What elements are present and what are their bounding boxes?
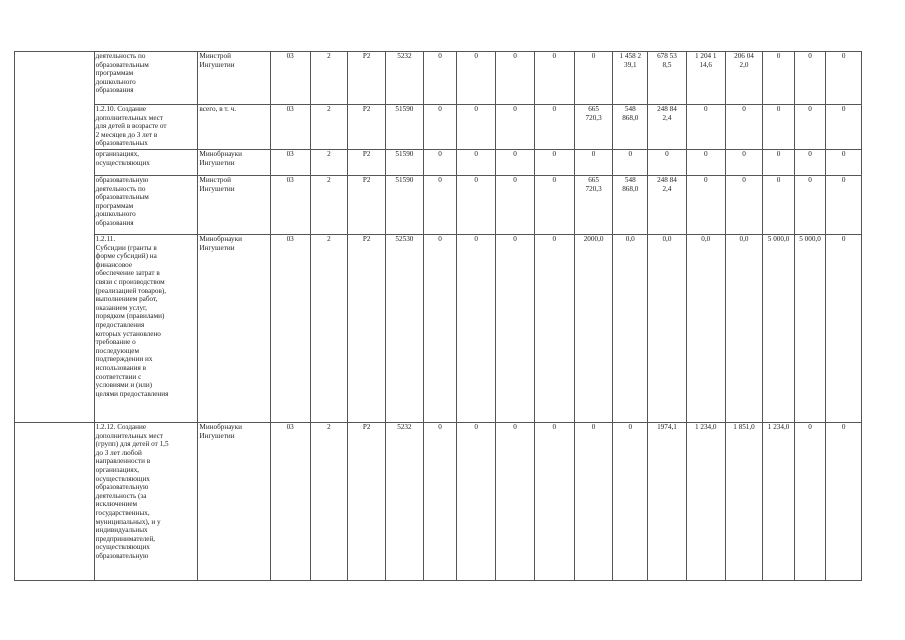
table-cell: 0 [686,176,725,235]
table-cell: 548 868,0 [613,105,648,150]
table-cell: 0 [457,176,496,235]
table-cell-blank [15,52,95,423]
table-cell: 665 720,3 [574,105,613,150]
table-cell: Р2 [348,235,386,423]
table-cell: 0 [457,150,496,176]
table-cell: 03 [270,52,310,105]
table-cell: 0 [534,423,574,581]
table-cell: 51590 [386,150,424,176]
table-cell: 0 [574,150,613,176]
table-cell: 0 [826,176,862,235]
table-cell: 678 53 8,5 [648,52,687,105]
table-cell: 5 000,0 [763,235,794,423]
measure-description: деятельность по образовательным программам дошкольного образования [94,52,198,105]
table-cell: Р2 [348,176,386,235]
table-cell-blank [15,423,95,581]
table-cell: 0 [794,176,825,235]
table-cell: 665 720,3 [574,176,613,235]
table-cell: 03 [270,150,310,176]
table-cell: 0 [794,52,825,105]
table-cell: 0 [826,105,862,150]
table-cell: 0 [457,105,496,150]
measure-description: 1.2.10. Создание дополнительных мест для детей в возрасте от 2 месяцев до 3 лет в образовательных [94,105,198,150]
table-cell: 51590 [386,105,424,150]
table-row [15,150,862,176]
table-cell: 0 [725,176,763,235]
table-cell: 0,0 [686,235,725,423]
responsible-executor: всего, в т. ч. [198,105,270,150]
table-cell: 0 [574,52,613,105]
table-row [15,52,862,105]
responsible-executor: Минстрой Ингушетии [198,52,270,105]
table-cell: 2 [310,235,348,423]
measure-description: 1.2.11. Субсидии (гранты в форме субсидий) на финансовое обеспечение затрат в связи с производством (реализацией товаров), выполнением работ, оказанием услуг, порядком (правилами) предоставления которых установлено требование о последующем подтверждении их использования в соответствии с условиями и (или) целями предоставления [94,235,198,423]
table-cell: 0 [423,150,457,176]
table-cell: 03 [270,423,310,581]
measure-description: 1.2.12. Создание дополнительных мест (групп) для детей от 1,5 до 3 лет любой направленности в организациях, осуществляющих образовательную деятельность (за исключением государственных, муниципальных), и у индивидуальных предпринимателей, осуществляющих образовательную [94,423,198,581]
table-cell: 0 [794,150,825,176]
table-cell: 0 [534,52,574,105]
table-cell: 0 [534,105,574,150]
table-cell: 2000,0 [574,235,613,423]
table-cell: 2 [310,52,348,105]
table-cell: 0 [496,150,535,176]
table-cell: 2 [310,176,348,235]
table-cell: 0 [763,105,794,150]
table-cell: 0 [496,52,535,105]
table-cell: Р2 [348,423,386,581]
table-cell: 51590 [386,176,424,235]
table-cell: 1974,1 [648,423,687,581]
table-cell: 0 [423,52,457,105]
measure-description: образовательную деятельность по образовательным программам дошкольного образования [94,176,198,235]
table-cell: 2 [310,150,348,176]
table-cell: 0 [496,105,535,150]
table-cell: 0 [763,150,794,176]
table-row [15,105,862,150]
table-cell: 03 [270,235,310,423]
table-cell: 0 [613,423,648,581]
table-cell: 0 [496,423,535,581]
table-cell: 5 000,0 [794,235,825,423]
table-cell: 2 [310,423,348,581]
table-cell: 0 [534,235,574,423]
table-cell: 0,0 [613,235,648,423]
table-cell: 248 84 2,4 [648,105,687,150]
table-cell: 0 [648,150,687,176]
responsible-executor: Минобрнауки Ингушетии [198,423,270,581]
table-cell: 2 [310,105,348,150]
table-cell: 0 [826,52,862,105]
responsible-executor: Минобрнауки Ингушетии [198,150,270,176]
table-cell: 0 [423,235,457,423]
table-cell: 0 [457,423,496,581]
table-cell: 03 [270,105,310,150]
table-cell: 0 [423,105,457,150]
table-cell: 0 [423,423,457,581]
table-cell: 5232 [386,52,424,105]
table-cell: Р2 [348,150,386,176]
table-cell: 0 [496,176,535,235]
responsible-executor: Минстрой Ингушетии [198,176,270,235]
responsible-executor: Минобрнауки Ингушетии [198,235,270,423]
table-cell: 0 [496,235,535,423]
table-row [15,235,862,423]
table-cell: 548 868,0 [613,176,648,235]
program-funding-table [14,51,862,581]
table-cell: 1 234,0 [686,423,725,581]
table-cell: 0 [534,150,574,176]
table-cell: 0 [423,176,457,235]
table-cell: 0 [763,52,794,105]
table-cell: 0,0 [725,235,763,423]
table-cell: 0 [794,423,825,581]
table-cell: 0 [686,105,725,150]
table-cell: 1 234,0 [763,423,794,581]
table-cell: Р2 [348,52,386,105]
table-cell: 0 [826,235,862,423]
table-row [15,176,862,235]
table-cell: 0 [574,423,613,581]
table-cell: 0 [686,150,725,176]
table-cell: 52530 [386,235,424,423]
table-cell: 0 [794,105,825,150]
table-cell: 1 458 2 39,1 [613,52,648,105]
table-cell: 0 [725,150,763,176]
table-cell: 5232 [386,423,424,581]
table-cell: 0 [826,150,862,176]
table-cell: 0 [534,176,574,235]
table-cell: 03 [270,176,310,235]
table-cell: 206 04 2,0 [725,52,763,105]
table-cell: 0 [763,176,794,235]
table-body [15,52,862,581]
table-cell: 1 204 1 14,6 [686,52,725,105]
table-cell: Р2 [348,105,386,150]
table-cell: 0 [457,52,496,105]
table-cell: 248 84 2,4 [648,176,687,235]
table-cell: 0 [457,235,496,423]
table-cell: 0 [613,150,648,176]
measure-description: организациях, осуществляющих [94,150,198,176]
table-cell: 0 [826,423,862,581]
table-cell: 0,0 [648,235,687,423]
table-cell: 1 851,0 [725,423,763,581]
table-row [15,423,862,581]
table-cell: 0 [725,105,763,150]
